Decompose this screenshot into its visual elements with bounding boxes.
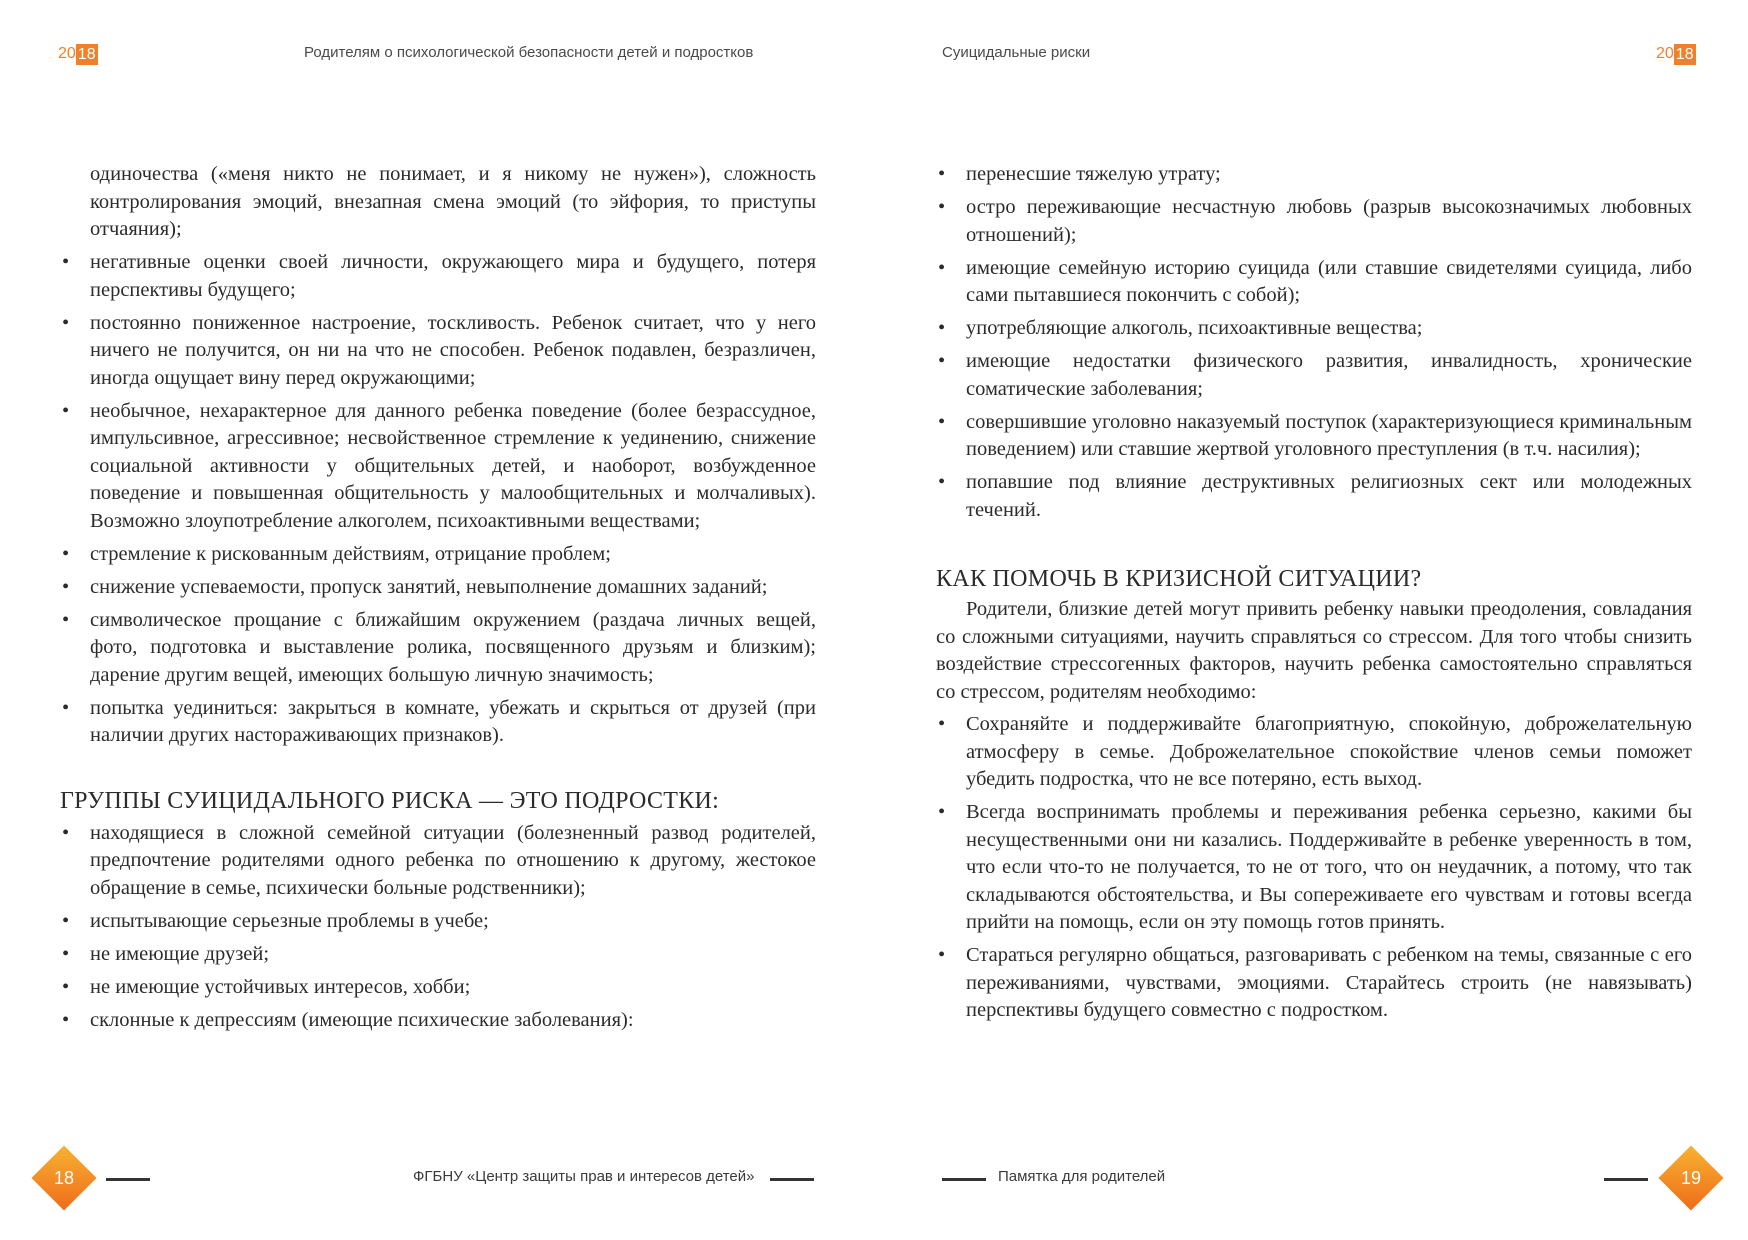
list-item: • перенесшие тяжелую утрату; bbox=[936, 161, 1692, 189]
list-item: • снижение успеваемости, пропуск занятий, невыполнение домашних заданий; bbox=[60, 574, 816, 602]
help-tips-list bbox=[936, 711, 1692, 1025]
logo-year-prefix: 20 bbox=[1656, 45, 1674, 62]
risk-groups-list-continued bbox=[936, 161, 1692, 524]
section-heading-crisis-help: КАК ПОМОЧЬ В КРИЗИСНОЙ СИТУАЦИИ? bbox=[936, 566, 1422, 592]
bullet-icon: • bbox=[62, 542, 70, 565]
bullet-icon: • bbox=[62, 575, 70, 598]
footer-text: ФГБНУ «Центр защиты прав и интересов детей» bbox=[413, 1168, 755, 1185]
bullet-icon: • bbox=[938, 944, 946, 966]
bullet-icon: • bbox=[62, 1008, 70, 1031]
bullet-icon: • bbox=[938, 713, 946, 735]
year-logo bbox=[1656, 43, 1696, 65]
list-item: • необычное, нехарактерное для данного ребенка поведение (более безрассудное, импульсивное, агрессивное; несвойственное стремление к уединению, снижение социальной активности у общительных детей, и наоборот, возбужденное поведение и повышенная общительность у малообщительных и молчаливых). Возможно злоупотребление алкоголем, психоактивными веществами; bbox=[62, 399, 816, 532]
intro-paragraph: Родители, близкие детей могут привить ребенку навыки преодоления, совладания со сложными ситуациями, научить справляться со стрессом. Для того чтобы снизить воздействие стрессогенных факторов, научить ребенка самостоятельно справляться со стрессом, родителям необходимо: bbox=[936, 598, 1692, 703]
year-logo bbox=[58, 43, 98, 65]
bullet-icon: • bbox=[938, 801, 946, 823]
bullet-icon: • bbox=[938, 196, 946, 218]
bullet-icon: • bbox=[938, 256, 946, 279]
bullet-icon: • bbox=[62, 251, 70, 273]
bullet-icon: • bbox=[62, 975, 70, 998]
list-item: • не имеющие друзей; bbox=[60, 941, 816, 969]
list-item: • имеющие семейную историю суицида (или ставшие свидетелями суицида, либо сами пытавшиеся покончить с собой); bbox=[938, 256, 1692, 306]
bullet-icon: • bbox=[938, 317, 946, 339]
logo-year-suffix: 18 bbox=[1675, 45, 1694, 63]
page-number: 18 bbox=[53, 1167, 75, 1188]
warning-signs-list bbox=[60, 249, 816, 750]
logo-year-prefix: 20 bbox=[58, 45, 76, 62]
list-item: • стремление к рискованным действиям, отрицание проблем; bbox=[60, 541, 816, 569]
list-item: • испытывающие серьезные проблемы в учебе; bbox=[60, 908, 816, 936]
list-item: • Всегда воспринимать проблемы и переживания ребенка серьезно, какими бы несущественными они ни казались. Поддерживайте в ребенке уверенность в том, что если что-то не получается, то не от того, что он неудачник, а потому, что так складываются обстоятельства, и Вы сопереживаете его чувствам и готовы всегда прийти на помощь, если он эту помощь готов принять. bbox=[938, 801, 1692, 933]
list-item: • Стараться регулярно общаться, разговаривать с ребенком на темы, связанные с его переживаниями, чувствами, эмоциями. Старайтесь строить (не навязывать) перспективы будущего совместно с подростком. bbox=[938, 944, 1692, 1021]
list-item: • попытка уединиться: закрыться в комнате, убежать и скрыться от друзей (при наличии других настораживающих признаков). bbox=[62, 696, 816, 746]
bullet-icon: • bbox=[938, 471, 946, 493]
bullet-icon: • bbox=[62, 942, 70, 965]
page-number: 19 bbox=[1680, 1167, 1702, 1188]
list-item: • не имеющие устойчивых интересов, хобби; bbox=[60, 974, 816, 1002]
list-item: • Сохраняйте и поддерживайте благоприятную, спокойную, доброжелательную атмосферу в семье. Доброжелательное спокойствие членов семьи поможет убедить подростка, что не все потеряно, есть выход. bbox=[938, 713, 1692, 790]
bullet-icon: • bbox=[62, 399, 70, 422]
left-body-text bbox=[60, 161, 816, 1040]
footer-rule bbox=[1604, 1178, 1648, 1181]
bullet-icon: • bbox=[62, 821, 70, 844]
footer-rule bbox=[942, 1178, 986, 1181]
bullet-icon: • bbox=[938, 410, 946, 433]
list-item: • совершившие уголовно наказуемый поступок (характеризующиеся криминальным поведением) или ставшие жертвой уголовного преступления (в т.ч. насилия); bbox=[938, 410, 1692, 460]
bullet-icon: • bbox=[938, 163, 946, 185]
footer-text: Памятка для родителей bbox=[998, 1168, 1166, 1185]
list-item: • попавшие под влияние деструктивных религиозных сект или молодежных течений. bbox=[938, 471, 1692, 521]
list-item: • употребляющие алкоголь, психоактивные вещества; bbox=[936, 315, 1692, 343]
list-item: • находящиеся в сложной семейной ситуации (болезненный развод родителей, предпочтение родителями одного ребенка по отношению к другому, жестокое обращение в семье, психически больные родственники); bbox=[62, 821, 816, 899]
logo-year-suffix: 18 bbox=[77, 45, 96, 63]
bullet-icon: • bbox=[62, 311, 70, 334]
list-item: • символическое прощание с ближайшим окружением (раздача личных вещей, фото, подготовка и выставление ролика, посвященного друзьям и близким); дарение другим вещей, имеющих большую личную значимость; bbox=[62, 608, 816, 686]
bullet-icon: • bbox=[62, 608, 70, 631]
section-heading-risk-groups: ГРУППЫ СУИЦИДАЛЬНОГО РИСКА — ЭТО ПОДРОСТКИ: bbox=[60, 787, 720, 814]
right-page bbox=[874, 0, 1748, 1240]
bullet-icon: • bbox=[938, 350, 946, 372]
risk-groups-list bbox=[60, 820, 816, 1035]
list-item: • постоянно пониженное настроение, тоскливость. Ребенок считает, что у него ничего не получится, он ни на что не способен. Ребенок подавлен, безразличен, иногда ощущает вину перед окружающими; bbox=[62, 311, 816, 389]
bullet-icon: • bbox=[62, 696, 70, 719]
list-item: • склонные к депрессиям (имеющие психические заболевания): bbox=[60, 1007, 816, 1035]
continued-paragraph: одиночества («меня никто не понимает, и я никому не нужен»), сложность контролирования эмоций, внезапная смена эмоций (то эйфория, то приступы отчаяния); bbox=[90, 163, 816, 240]
bullet-icon: • bbox=[62, 909, 70, 932]
right-body-text bbox=[936, 161, 1692, 1030]
list-item: • негативные оценки своей личности, окружающего мира и будущего, потеря перспективы будущего; bbox=[62, 251, 816, 301]
list-item: • остро переживающие несчастную любовь (разрыв высокозначимых любовных отношений); bbox=[938, 196, 1692, 246]
footer-rule bbox=[770, 1178, 814, 1181]
list-item: • имеющие недостатки физического развития, инвалидность, хронические соматические заболевания; bbox=[938, 350, 1692, 400]
footer-rule bbox=[106, 1178, 150, 1181]
running-header: Суицидальные риски bbox=[942, 44, 1091, 61]
running-header: Родителям о психологической безопасности детей и подростков bbox=[304, 44, 754, 61]
